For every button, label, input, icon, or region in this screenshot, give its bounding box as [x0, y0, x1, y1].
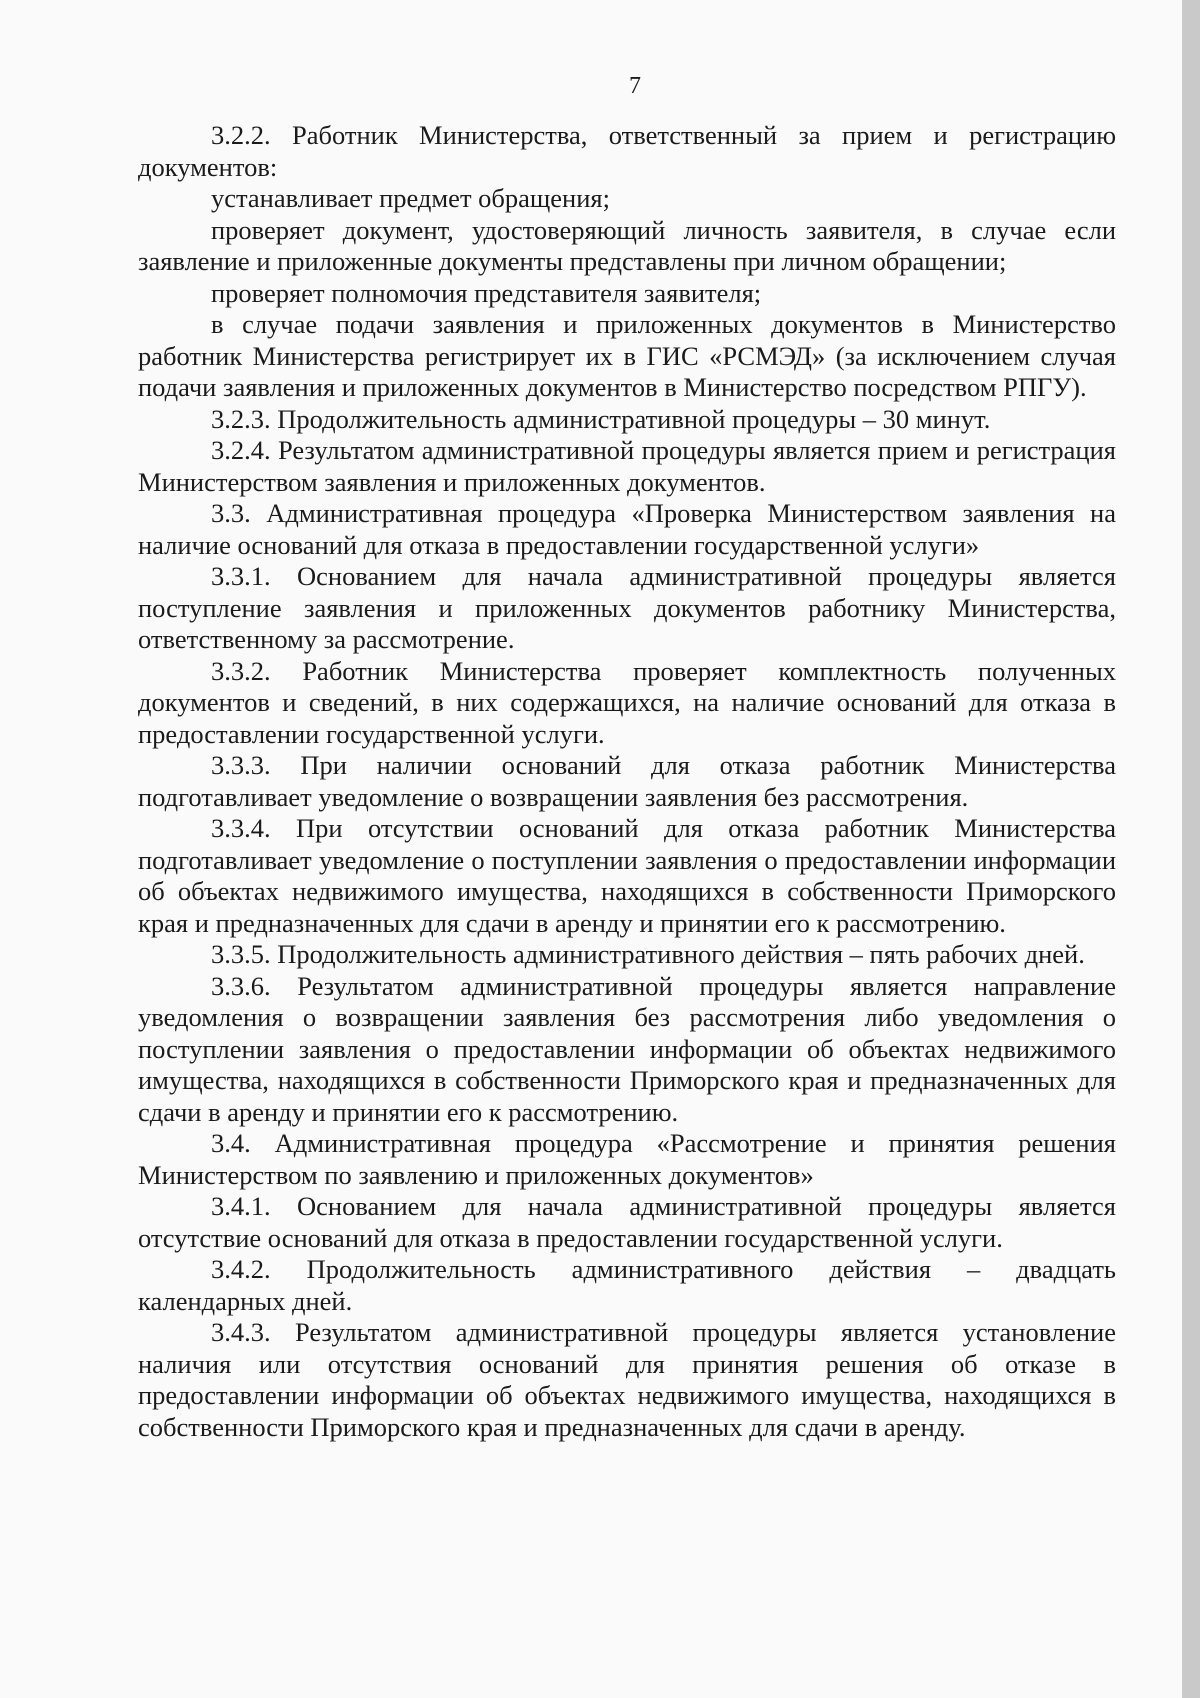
- paragraph-3-2-2: 3.2.2. Работник Министерства, ответственный за прием и регистрацию документов:: [138, 120, 1116, 182]
- paragraph-identity-check: проверяет документ, удостоверяющий личность заявителя, в случае если заявление и приложенные документы представлены при личном обращении;: [138, 214, 1116, 276]
- paragraph-3-3-5: 3.3.5. Продолжительность административного действия – пять рабочих дней.: [211, 939, 1085, 969]
- paragraph-3-3-2: 3.3.2. Работник Министерства проверяет комплектность полученных документов и сведений, в них содержащихся, на наличие оснований для отказа в предоставлении государственной услуги.: [138, 655, 1116, 749]
- paragraph-3-3-3: 3.3.3. При наличии оснований для отказа работник Министерства подготавливает уведомление о возвращении заявления без рассмотрения.: [138, 750, 1116, 812]
- paragraph-3-2-3: 3.2.3. Продолжительность административной процедуры – 30 минут.: [211, 403, 991, 434]
- paragraph-3-3-1: 3.3.1. Основанием для начала административной процедуры является поступление заявления и приложенных документов работнику Министерства, ответственному за рассмотрение.: [138, 561, 1116, 654]
- paragraph-authority-check: проверяет полномочия представителя заявителя;: [211, 277, 762, 308]
- paragraph-3-4-3: 3.4.3. Результатом административной процедуры является установление наличия или отсутствия оснований для принятия решения об отказе в предоставлении информации об объектах недвижимого имущества, находящихся в собственности Приморского края и предназначенных для сдачи в аренду.: [138, 1317, 1116, 1442]
- paragraph-3-3-6: 3.3.6. Результатом административной процедуры является направление уведомления о возвращении заявления без рассмотрения либо уведомления о поступлении заявления о предоставлении информации об объектах недвижимого имущества, находящихся в собственности Приморского края и предназначенных для сдачи в аренду и принятии его к рассмотрению.: [138, 970, 1116, 1127]
- paragraph-3-2-4: 3.2.4. Результатом административной процедуры является прием и регистрация Министерством заявления и приложенных документов.: [138, 435, 1116, 497]
- paragraph-3-4-2: 3.4.2. Продолжительность административного действия – двадцать календарных дней.: [138, 1254, 1116, 1316]
- paragraph-subject: устанавливает предмет обращения;: [211, 183, 610, 213]
- paragraph-3-3-4: 3.3.4. При отсутствии оснований для отказа работник Министерства подготавливает уведомление о поступлении заявления о предоставлении информации об объектах недвижимого имущества, находящихся в собственности Приморского края и предназначенных для сдачи в аренду и принятии его к рассмотрению.: [138, 813, 1116, 938]
- paragraph-3-3: 3.3. Административная процедура «Проверка Министерством заявления на наличие оснований для отказа в предоставлении государственной услуги»: [138, 498, 1116, 560]
- paragraph-3-4-1: 3.4.1. Основанием для начала административной процедуры является отсутствие оснований для отказа в предоставлении государственной услуги.: [138, 1191, 1116, 1253]
- document-body: [138, 120, 1116, 1443]
- page-number: 7: [629, 73, 641, 99]
- paragraph-registration: в случае подачи заявления и приложенных документов в Министерство работник Министерства регистрирует их в ГИС «РСМЭД» (за исключением случая подачи заявления и приложенных документов в Министерство посредством РПГУ).: [138, 309, 1116, 402]
- paragraph-3-4: 3.4. Административная процедура «Рассмотрение и принятия решения Министерством по заявлению и приложенных документов»: [138, 1128, 1116, 1190]
